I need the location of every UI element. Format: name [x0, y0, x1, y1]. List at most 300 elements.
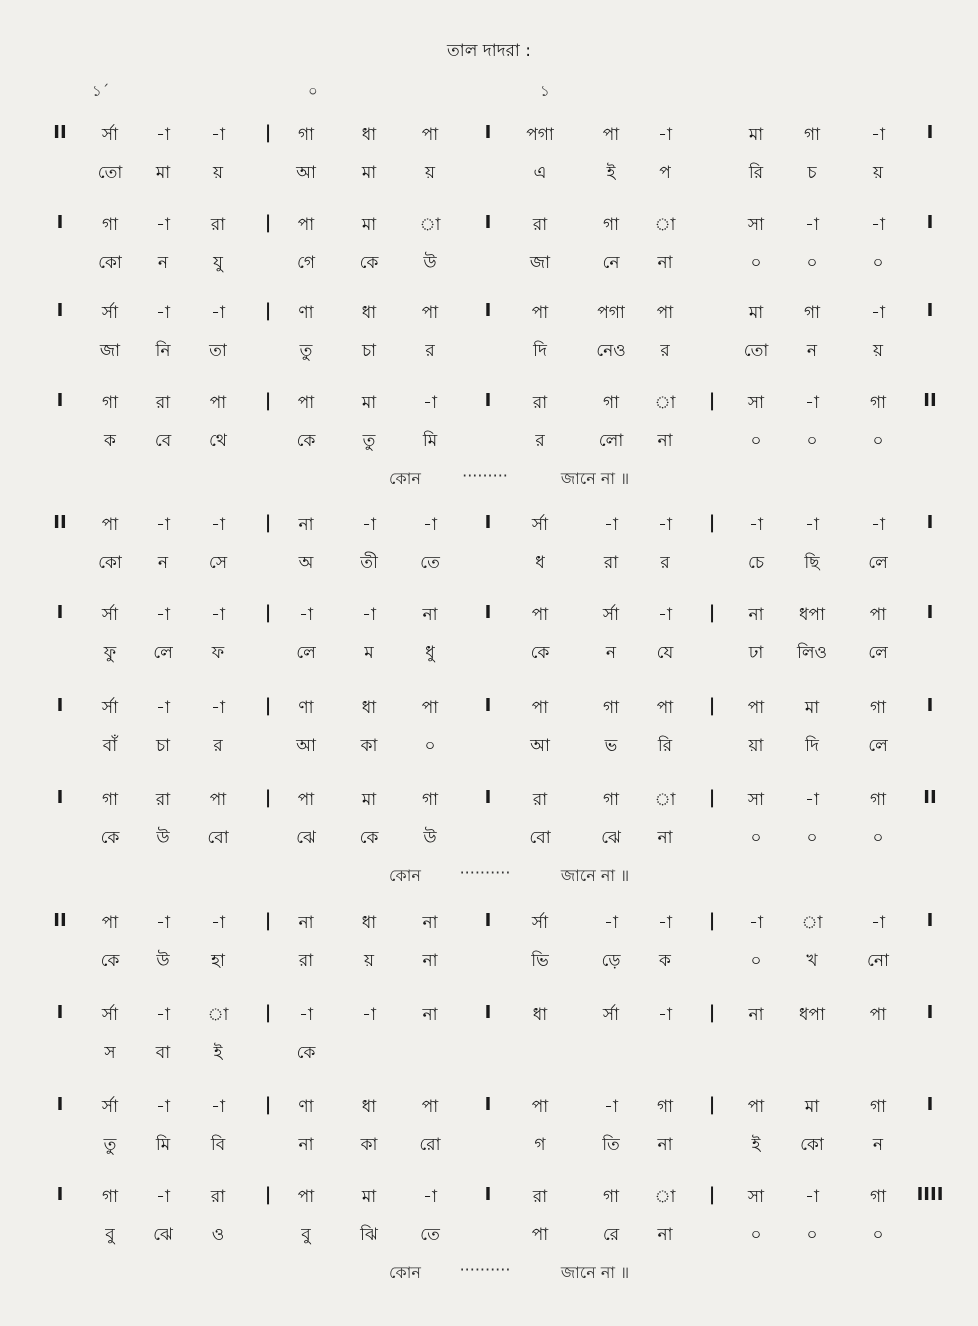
- refrain-text: জানে না ॥: [560, 1263, 630, 1282]
- lyric-syllable: য়: [872, 163, 884, 183]
- swara-note: পা: [297, 215, 315, 235]
- swara-note: গা: [803, 303, 821, 323]
- swara-note: -া: [156, 1187, 170, 1207]
- bar-line: II: [923, 787, 937, 808]
- lyric-syllable: উ: [156, 951, 170, 971]
- swara-row: [0, 910, 978, 934]
- lyric-syllable: কে: [100, 828, 120, 848]
- bar-line: I: [484, 512, 492, 533]
- lyric-syllable: তু: [362, 431, 376, 451]
- lyric-syllable: প: [659, 163, 671, 183]
- lyric-syllable: ন: [157, 553, 169, 573]
- swara-note: পগা: [526, 125, 554, 145]
- lyric-syllable: ধু: [425, 643, 435, 663]
- swara-note: -া: [658, 605, 672, 625]
- swara-note: সা: [747, 1187, 765, 1207]
- lyric-syllable: ন: [605, 643, 617, 663]
- swara-note: -া: [362, 605, 376, 625]
- swara-note: পা: [209, 393, 227, 413]
- bar-line: |: [264, 602, 272, 623]
- lyric-row: [0, 250, 978, 274]
- swara-note: গা: [869, 1187, 887, 1207]
- swara-note: গা: [602, 698, 620, 718]
- lyric-syllable: তা: [209, 341, 227, 361]
- lyric-syllable: রে: [602, 1225, 620, 1245]
- bar-line: IIII: [916, 1184, 944, 1205]
- lyric-syllable: কে: [296, 1043, 316, 1063]
- swara-note: -া: [156, 125, 170, 145]
- lyric-syllable: সে: [208, 553, 228, 573]
- swara-note: র্সা: [531, 515, 549, 535]
- lyric-syllable: দি: [533, 341, 547, 361]
- lyric-syllable: র: [660, 341, 670, 361]
- swara-note: পা: [531, 303, 549, 323]
- bar-line: I: [926, 122, 934, 143]
- lyric-syllable: তু: [299, 341, 313, 361]
- swara-note: ণা: [298, 1097, 314, 1117]
- bar-line: I: [484, 787, 492, 808]
- swara-note: পা: [656, 698, 674, 718]
- lyric-syllable: র: [425, 341, 435, 361]
- swara-note: মা: [361, 790, 377, 810]
- lyric-syllable: ঝি: [360, 1225, 378, 1245]
- swara-note: -া: [805, 393, 819, 413]
- lyric-syllable: কে: [296, 431, 316, 451]
- bar-line: I: [484, 1002, 492, 1023]
- bar-line: I: [926, 910, 934, 931]
- swara-note: না: [298, 913, 314, 933]
- lyric-syllable: ধ: [535, 553, 545, 573]
- taal-mark-1: ১´: [92, 82, 110, 100]
- lyric-syllable: কে: [359, 828, 379, 848]
- swara-row: [0, 212, 978, 236]
- swara-note: রা: [210, 215, 226, 235]
- swara-note: ধা: [532, 1005, 548, 1025]
- bar-line: I: [56, 1184, 64, 1205]
- bar-line: |: [264, 1094, 272, 1115]
- swara-note: পা: [869, 1005, 887, 1025]
- swara-row: [0, 512, 978, 536]
- refrain-text: ··········: [459, 1260, 511, 1279]
- swara-note: া: [654, 790, 676, 810]
- lyric-syllable: ০: [750, 253, 762, 273]
- lyric-syllable: বে: [154, 431, 172, 451]
- swara-row: [0, 1002, 978, 1026]
- lyric-syllable: ড়ে: [601, 951, 621, 971]
- swara-note: র্সা: [101, 698, 119, 718]
- bar-line: |: [264, 695, 272, 716]
- swara-note: -া: [156, 1097, 170, 1117]
- lyric-syllable: কে: [100, 951, 120, 971]
- lyric-row: [0, 825, 978, 849]
- swara-note: রা: [210, 1187, 226, 1207]
- lyric-syllable: নে: [602, 253, 620, 273]
- lyric-syllable: ক: [104, 431, 116, 451]
- lyric-syllable: মি: [422, 431, 438, 451]
- lyric-syllable: ০: [806, 1225, 818, 1245]
- swara-note: -া: [658, 913, 672, 933]
- lyric-syllable: ক: [659, 951, 671, 971]
- lyric-syllable: য়া: [748, 736, 764, 756]
- lyric-syllable: ০: [806, 431, 818, 451]
- swara-note: -া: [156, 698, 170, 718]
- swara-note: গা: [421, 790, 439, 810]
- lyric-syllable: উ: [423, 828, 437, 848]
- swara-note: -া: [805, 215, 819, 235]
- bar-line: I: [926, 602, 934, 623]
- swara-note: -া: [211, 698, 225, 718]
- swara-row: [0, 300, 978, 324]
- lyric-syllable: না: [657, 1135, 673, 1155]
- swara-note: গা: [602, 790, 620, 810]
- bar-line: II: [923, 390, 937, 411]
- swara-note: -া: [658, 515, 672, 535]
- lyric-syllable: নেও: [596, 341, 626, 361]
- lyric-syllable: ঝে: [601, 828, 621, 848]
- lyric-syllable: ০: [424, 736, 436, 756]
- swara-row: [0, 122, 978, 146]
- bar-line: I: [926, 300, 934, 321]
- lyric-syllable: ভি: [531, 951, 549, 971]
- lyric-syllable: ন: [806, 341, 818, 361]
- swara-note: র্সা: [101, 1097, 119, 1117]
- swara-note: গা: [101, 215, 119, 235]
- bar-line: |: [264, 910, 272, 931]
- lyric-syllable: রা: [298, 951, 314, 971]
- swara-note: র্সা: [531, 913, 549, 933]
- lyric-syllable: ০: [872, 431, 884, 451]
- lyric-syllable: লে: [153, 643, 173, 663]
- lyric-syllable: বি: [210, 1135, 226, 1155]
- bar-line: |: [708, 1094, 716, 1115]
- lyric-syllable: লো: [598, 431, 624, 451]
- lyric-syllable: বো: [207, 828, 229, 848]
- lyric-syllable: মা: [155, 163, 171, 183]
- swara-note: ধপা: [799, 1005, 825, 1025]
- bar-line: |: [264, 390, 272, 411]
- swara-note: র্সা: [602, 1005, 620, 1025]
- lyric-row: [0, 550, 978, 574]
- bar-line: |: [264, 212, 272, 233]
- swara-note: না: [748, 605, 764, 625]
- taal-mark-2: ০: [308, 82, 318, 100]
- swara-note: পা: [421, 1097, 439, 1117]
- lyric-row: [0, 1132, 978, 1156]
- lyric-syllable: গে: [296, 253, 316, 273]
- swara-note: -া: [156, 605, 170, 625]
- bar-line: I: [926, 512, 934, 533]
- swara-note: মা: [361, 215, 377, 235]
- lyric-syllable: কো: [98, 553, 122, 573]
- swara-note: মা: [748, 125, 764, 145]
- bar-line: I: [484, 212, 492, 233]
- lyric-syllable: বা: [155, 1043, 171, 1063]
- swara-note: -া: [871, 303, 885, 323]
- lyric-syllable: লিও: [796, 643, 828, 663]
- bar-line: II: [53, 910, 67, 931]
- swara-row: [0, 1094, 978, 1118]
- bar-line: |: [264, 300, 272, 321]
- lyric-syllable: তু: [103, 1135, 117, 1155]
- refrain-text: কোন: [389, 469, 421, 488]
- lyric-syllable: আ: [296, 736, 316, 756]
- lyric-syllable: মা: [361, 163, 377, 183]
- swara-note: -া: [604, 515, 618, 535]
- swara-note: -া: [805, 1187, 819, 1207]
- lyric-syllable: পা: [531, 1225, 549, 1245]
- lyric-syllable: জা: [529, 253, 551, 273]
- swara-note: -া: [211, 303, 225, 323]
- bar-line: |: [708, 695, 716, 716]
- swara-note: পা: [101, 913, 119, 933]
- bar-line: I: [926, 1094, 934, 1115]
- lyric-syllable: লে: [868, 553, 888, 573]
- lyric-syllable: র: [535, 431, 545, 451]
- lyric-syllable: কে: [530, 643, 550, 663]
- swara-note: ধা: [361, 125, 377, 145]
- lyric-syllable: আ: [530, 736, 550, 756]
- bar-line: |: [708, 1002, 716, 1023]
- swara-note: া: [207, 1005, 229, 1025]
- bar-line: I: [56, 695, 64, 716]
- swara-note: পা: [209, 790, 227, 810]
- lyric-syllable: কো: [800, 1135, 824, 1155]
- swara-note: পা: [297, 393, 315, 413]
- lyric-syllable: ন: [872, 1135, 884, 1155]
- swara-note: রা: [532, 790, 548, 810]
- lyric-syllable: হা: [211, 951, 225, 971]
- swara-note: মা: [361, 1187, 377, 1207]
- swara-row: [0, 787, 978, 811]
- lyric-syllable: লে: [296, 643, 316, 663]
- swara-note: -া: [604, 1097, 618, 1117]
- lyric-syllable: আ: [296, 163, 316, 183]
- swara-note: -া: [362, 1005, 376, 1025]
- bar-line: |: [264, 512, 272, 533]
- lyric-syllable: চা: [155, 736, 171, 756]
- swara-note: গা: [869, 1097, 887, 1117]
- lyric-syllable: তো: [743, 341, 769, 361]
- swara-note: পা: [297, 1187, 315, 1207]
- swara-note: পগা: [597, 303, 625, 323]
- lyric-syllable: য়: [424, 163, 436, 183]
- swara-note: মা: [804, 1097, 820, 1117]
- swara-note: রা: [532, 393, 548, 413]
- lyric-syllable: ০: [872, 253, 884, 273]
- swara-note: -া: [156, 303, 170, 323]
- lyric-syllable: উ: [423, 253, 437, 273]
- bar-line: |: [708, 512, 716, 533]
- lyric-syllable: কা: [360, 736, 378, 756]
- swara-note: রা: [532, 1187, 548, 1207]
- lyric-syllable: তী: [360, 553, 378, 573]
- lyric-syllable: লে: [868, 736, 888, 756]
- swara-row: [0, 695, 978, 719]
- swara-note: গা: [602, 215, 620, 235]
- lyric-syllable: ঝে: [296, 828, 316, 848]
- lyric-syllable: এ: [533, 163, 547, 183]
- lyric-row: [0, 160, 978, 184]
- bar-line: |: [264, 1184, 272, 1205]
- lyric-syllable: ফ: [211, 643, 225, 663]
- lyric-syllable: না: [657, 431, 673, 451]
- swara-note: -া: [749, 515, 763, 535]
- lyric-syllable: যে: [656, 643, 674, 663]
- swara-note: -া: [211, 913, 225, 933]
- lyric-syllable: কো: [98, 253, 122, 273]
- swara-note: ধা: [361, 1097, 377, 1117]
- swara-note: -া: [299, 1005, 313, 1025]
- lyric-syllable: ০: [872, 1225, 884, 1245]
- refrain-text: ·········: [462, 466, 508, 485]
- swara-note: মা: [361, 393, 377, 413]
- page-title: তাল দাদরা :: [447, 41, 531, 61]
- swara-note: গা: [869, 393, 887, 413]
- lyric-row: [0, 640, 978, 664]
- lyric-syllable: জা: [99, 341, 121, 361]
- lyric-row: [0, 338, 978, 362]
- swara-note: গা: [602, 1187, 620, 1207]
- lyric-syllable: বো: [529, 828, 551, 848]
- lyric-syllable: ই: [751, 1135, 761, 1155]
- swara-note: -া: [362, 515, 376, 535]
- bar-line: I: [484, 1094, 492, 1115]
- swara-note: রা: [532, 215, 548, 235]
- bar-line: I: [484, 122, 492, 143]
- lyric-syllable: ই: [606, 163, 616, 183]
- lyric-syllable: না: [657, 253, 673, 273]
- swara-note: ধা: [361, 698, 377, 718]
- lyric-syllable: ০: [750, 951, 762, 971]
- lyric-syllable: ছি: [804, 553, 820, 573]
- swara-note: না: [298, 515, 314, 535]
- lyric-syllable: নি: [155, 341, 171, 361]
- lyric-syllable: স: [104, 1043, 116, 1063]
- bar-line: |: [708, 910, 716, 931]
- lyric-syllable: ০: [750, 1225, 762, 1245]
- bar-line: I: [484, 910, 492, 931]
- swara-note: -া: [805, 515, 819, 535]
- swara-note: -া: [871, 215, 885, 235]
- swara-note: না: [422, 605, 438, 625]
- lyric-syllable: ই: [213, 1043, 223, 1063]
- swara-note: সা: [747, 790, 765, 810]
- lyric-syllable: ০: [750, 431, 762, 451]
- lyric-syllable: তে: [420, 553, 440, 573]
- swara-note: -া: [658, 125, 672, 145]
- lyric-syllable: বু: [301, 1225, 311, 1245]
- lyric-row: [0, 428, 978, 452]
- lyric-syllable: গ: [534, 1135, 546, 1155]
- lyric-syllable: ০: [872, 828, 884, 848]
- swara-row: [0, 1184, 978, 1208]
- lyric-row: [0, 948, 978, 972]
- lyric-syllable: ভ: [604, 736, 618, 756]
- lyric-syllable: খ: [806, 951, 818, 971]
- lyric-syllable: অ: [298, 553, 314, 573]
- swara-note: মা: [748, 303, 764, 323]
- lyric-syllable: রো: [419, 1135, 441, 1155]
- bar-line: I: [926, 1002, 934, 1023]
- bar-line: I: [484, 390, 492, 411]
- lyric-syllable: না: [657, 828, 673, 848]
- swara-note: -া: [211, 515, 225, 535]
- swara-note: রা: [155, 393, 171, 413]
- lyric-syllable: রি: [657, 736, 673, 756]
- lyric-syllable: মি: [155, 1135, 171, 1155]
- swara-note: পা: [297, 790, 315, 810]
- swara-note: পা: [421, 125, 439, 145]
- swara-note: র্সা: [101, 605, 119, 625]
- lyric-row: [0, 1040, 978, 1064]
- swara-note: গা: [656, 1097, 674, 1117]
- swara-note: -া: [156, 1005, 170, 1025]
- swara-note: া: [654, 393, 676, 413]
- lyric-syllable: উ: [156, 828, 170, 848]
- lyric-syllable: য়: [363, 951, 375, 971]
- swara-note: মা: [804, 698, 820, 718]
- swara-note: -া: [871, 913, 885, 933]
- lyric-syllable: রি: [748, 163, 764, 183]
- swara-note: া: [654, 215, 676, 235]
- taal-mark-3: ১: [540, 82, 550, 100]
- swara-note: না: [422, 913, 438, 933]
- swara-note: -া: [156, 913, 170, 933]
- lyric-syllable: ও: [211, 1225, 225, 1245]
- bar-line: |: [264, 1002, 272, 1023]
- lyric-syllable: র: [660, 553, 670, 573]
- swara-note: ধা: [361, 913, 377, 933]
- bar-line: I: [926, 212, 934, 233]
- swara-note: র্সা: [101, 303, 119, 323]
- bar-line: I: [56, 1094, 64, 1115]
- lyric-syllable: না: [657, 1225, 673, 1245]
- lyric-syllable: ফু: [103, 643, 117, 663]
- swara-note: -া: [604, 913, 618, 933]
- swara-note: সা: [747, 215, 765, 235]
- lyric-syllable: থে: [209, 431, 227, 451]
- lyric-syllable: য়: [872, 341, 884, 361]
- bar-line: |: [264, 122, 272, 143]
- swara-note: -া: [749, 913, 763, 933]
- swara-note: গা: [101, 393, 119, 413]
- swara-note: -া: [211, 125, 225, 145]
- bar-line: |: [708, 390, 716, 411]
- lyric-syllable: ০: [806, 253, 818, 273]
- lyric-syllable: ঝে: [153, 1225, 173, 1245]
- swara-note: -া: [211, 605, 225, 625]
- lyric-syllable: দি: [805, 736, 819, 756]
- lyric-syllable: ০: [806, 828, 818, 848]
- swara-note: া: [654, 1187, 676, 1207]
- bar-line: II: [53, 122, 67, 143]
- bar-line: I: [484, 300, 492, 321]
- swara-note: ণা: [298, 303, 314, 323]
- lyric-syllable: কে: [359, 253, 379, 273]
- swara-note: -া: [423, 515, 437, 535]
- swara-note: পা: [747, 1097, 765, 1117]
- swara-note: না: [748, 1005, 764, 1025]
- lyric-syllable: ঢা: [748, 643, 764, 663]
- bar-line: I: [484, 695, 492, 716]
- lyric-syllable: তে: [420, 1225, 440, 1245]
- lyric-row: [0, 1222, 978, 1246]
- swara-note: -া: [423, 393, 437, 413]
- lyric-syllable: রা: [603, 553, 619, 573]
- swara-note: -া: [299, 605, 313, 625]
- swara-note: গা: [297, 125, 315, 145]
- swara-note: র্সা: [101, 1005, 119, 1025]
